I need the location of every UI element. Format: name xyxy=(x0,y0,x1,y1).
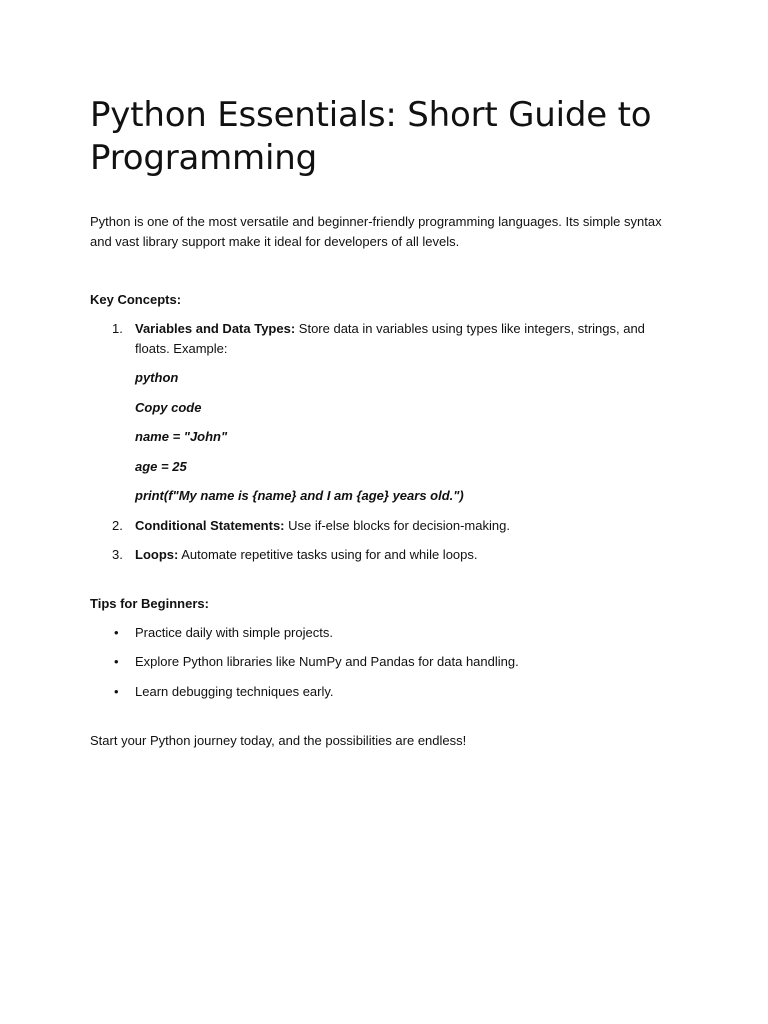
list-item-term: Loops: xyxy=(135,547,179,562)
list-item-text: Practice daily with simple projects. xyxy=(135,624,333,640)
bullet-icon: • xyxy=(114,624,119,640)
tips-heading: Tips for Beginners: xyxy=(90,595,209,611)
code-line: python xyxy=(135,370,179,385)
key-concepts-heading: Key Concepts: xyxy=(90,292,182,307)
code-line: name = "John" xyxy=(135,429,228,444)
bullet-icon: • xyxy=(114,683,119,699)
list-item-text: Learn debugging techniques early. xyxy=(135,683,334,699)
list-item xyxy=(90,652,680,672)
list-item xyxy=(90,319,680,358)
list-item-text: Explore Python libraries like NumPy and Pandas for data handling. xyxy=(135,654,519,669)
list-item-text: Use if-else blocks for decision-making. xyxy=(284,517,510,533)
key-concepts-list xyxy=(90,319,680,565)
list-number: 1. xyxy=(112,321,123,336)
list-item-text: Store data in variables using types like integers, strings, and floats. Example: xyxy=(135,321,645,356)
document-title: Python Essentials: Short Guide to Programming xyxy=(90,95,652,178)
list-item xyxy=(90,516,680,536)
closing-paragraph: Start your Python journey today, and the possibilities are endless! xyxy=(90,733,467,748)
list-item-text: Automate repetitive tasks using for and while loops. xyxy=(178,547,478,562)
list-item xyxy=(90,545,680,565)
list-item xyxy=(90,682,680,702)
list-item-term: Conditional Statements: xyxy=(135,517,285,533)
code-line: Copy code xyxy=(135,399,202,415)
code-example xyxy=(90,368,680,505)
list-item xyxy=(90,623,680,643)
code-line: print(f"My name is {name} and I am {age} years old.") xyxy=(135,488,464,503)
code-line: age = 25 xyxy=(135,458,187,474)
document-content xyxy=(90,94,680,764)
list-number: 2. xyxy=(112,517,123,533)
intro-paragraph: Python is one of the most versatile and beginner-friendly programming languages. Its simple syntax and vast library support make it ideal for developers of all levels. xyxy=(90,214,662,249)
bullet-icon: • xyxy=(114,654,119,669)
tips-list xyxy=(90,623,680,702)
list-number: 3. xyxy=(112,547,123,562)
list-item-term: Variables and Data Types: xyxy=(135,321,296,336)
